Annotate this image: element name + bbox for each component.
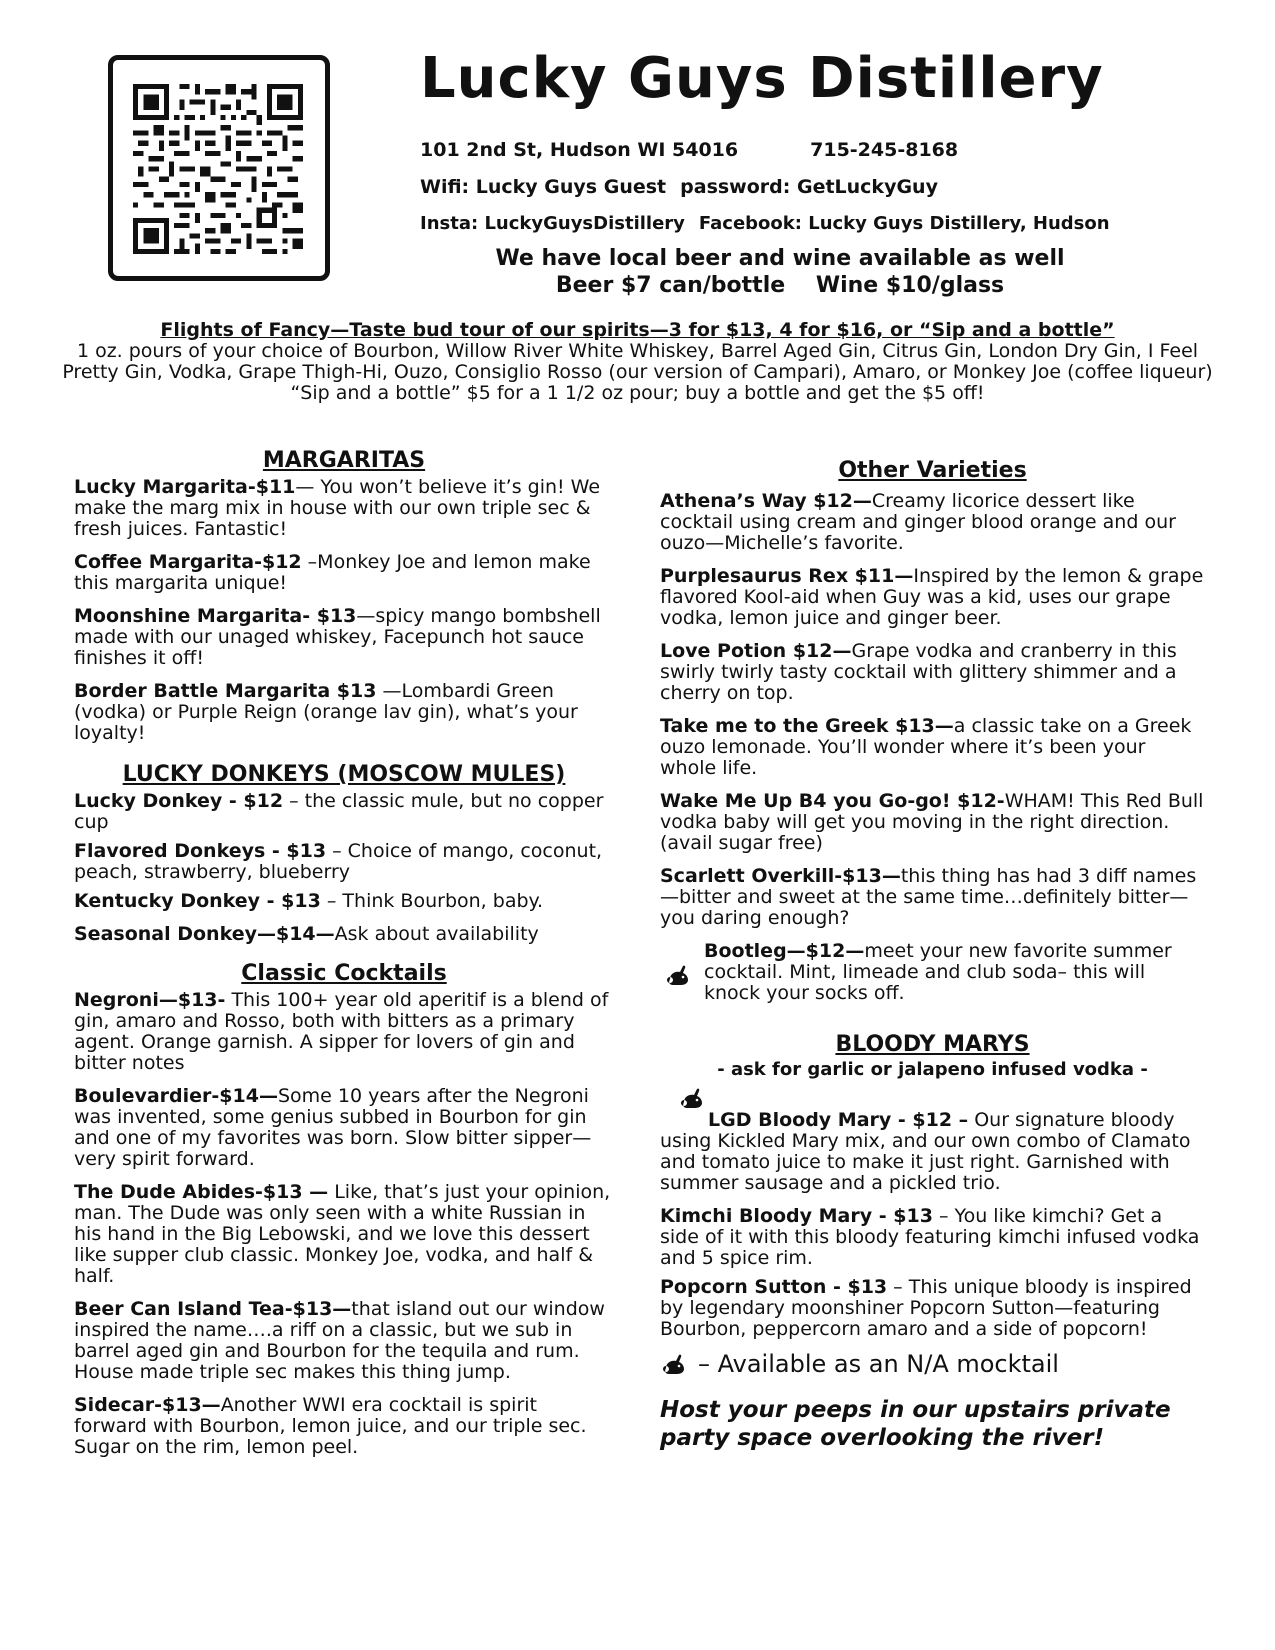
item-name: Take me to the Greek $13— [660, 715, 954, 737]
item-name: Wake Me Up B4 you Go-go! $12- [660, 790, 1005, 812]
flights-section [55, 320, 1220, 404]
menu-item [74, 552, 614, 594]
menu-item [660, 566, 1205, 629]
item-desc: that island out our window inspired the name….a riff on a classic, but we sub in barrel aged gin and Bourbon for the tequila and rum. House made triple sec makes this thing jump. [74, 1298, 605, 1383]
item-desc: – You like kimchi? Get a side of it with this bloody featuring kimchi infused vodka and 5 spice rim. [660, 1205, 1200, 1269]
item-desc: – the classic mule, but no copper cup [74, 790, 604, 833]
item-name: Moonshine Margarita- $13 [74, 605, 357, 627]
item-desc: WHAM! This Red Bull vodka baby will get you moving in the right direction. (avail sugar free) [660, 790, 1204, 854]
item-desc: – Think Bourbon, baby. [320, 890, 544, 912]
beer-price: Beer $7 can/bottle [555, 273, 786, 298]
item-desc: this thing has had 3 diff names—bitter and sweet at the same time…definitely bitter—you daring enough? [660, 865, 1197, 929]
item-name: Boulevardier-$14— [74, 1085, 278, 1107]
item-desc: Some 10 years after the Negroni was invented, some genius subbed in Bourbon for gin and one of my favorites was born. Slow bitter sipper—very spirit forward. [74, 1085, 592, 1170]
item-name: Scarlett Overkill-$13— [660, 865, 901, 887]
item-desc: –Monkey Joe and lemon make this margarita unique! [74, 551, 591, 594]
menu-item [74, 1299, 614, 1383]
menu-item [74, 1086, 614, 1170]
social-line [420, 213, 1110, 234]
menu-item [660, 641, 1205, 704]
beer-wine-prices [400, 272, 1160, 299]
item-name: Athena’s Way $12— [660, 490, 872, 512]
item-desc: meet your new favorite summer cocktail. Mint, limeade and club soda– this will knock your socks off. [704, 940, 1172, 1004]
item-desc: —Lombardi Green (vodka) or Purple Reign (orange lav gin), what’s your loyalty! [74, 680, 578, 744]
menu-item [74, 1395, 614, 1458]
flights-body: 1 oz. pours of your choice of Bourbon, Willow River White Whiskey, Barrel Aged Gin, Citrus Gin, London Dry Gin, I Feel Pretty Gin, Vodka, Grape Thigh-Hi, Ouzo, Consiglio Rosso (our version of Campari), Amaro, or Monkey Joe (coffee liqueur) [62, 340, 1213, 383]
item-name: Flavored Donkeys - $13 [74, 840, 327, 862]
flights-note: “Sip and a bottle” $5 for a 1 1/2 oz pour; buy a bottle and get the $5 off! [290, 382, 985, 404]
address-line [420, 139, 958, 161]
item-name: Kentucky Donkey - $13 [74, 890, 321, 912]
item-desc: – Choice of mango, coconut, peach, strawberry, blueberry [74, 840, 603, 883]
private-party-note: Host your peeps in our upstairs private party space overlooking the river! [660, 1397, 1171, 1451]
item-desc: Grape vodka and cranberry in this swirly twirly tasty cocktail with glittery shimmer and a cherry on top. [660, 640, 1177, 704]
item-desc: This 100+ year old aperitif is a blend of gin, amaro and Rosso, both with bitters as a primary agent. Orange garnish. A sipper for lovers of gin and bitter notes [74, 989, 609, 1074]
rabbit-icon [678, 1088, 706, 1110]
menu-item [660, 491, 1205, 554]
menu-item [74, 841, 614, 883]
menu-item-lgd [660, 1088, 1205, 1194]
menu-item [74, 791, 614, 833]
item-name: Seasonal Donkey—$14— [74, 923, 335, 945]
menu-item [74, 990, 614, 1074]
wine-price: Wine $10/glass [815, 273, 1005, 298]
menu-item [660, 866, 1205, 929]
item-name: Popcorn Sutton - $13 [660, 1276, 888, 1298]
item-name: Border Battle Margarita $13 [74, 680, 377, 702]
item-desc: Our signature bloody using Kickled Mary mix, and our own combo of Clamato and tomato juice to make it just right. Garnished with summer sausage and a pickled trio. [660, 1109, 1191, 1194]
page-title: Lucky Guys Distillery [420, 46, 1104, 111]
item-name: Sidecar-$13— [74, 1394, 221, 1416]
flights-heading: Flights of Fancy—Taste bud tour of our spirits—3 for $13, 4 for $16, or “Sip and a bottle” [160, 319, 1115, 341]
wifi-password: password: GetLuckyGuy [680, 176, 938, 198]
left-column [74, 450, 614, 1470]
rabbit-icon [660, 1354, 688, 1376]
phone-number: 715-245-8168 [810, 139, 959, 161]
item-name: Coffee Margarita-$12 [74, 551, 302, 573]
local-line: We have local beer and wine available as well [495, 246, 1065, 271]
menu-item-bootleg [660, 941, 1205, 1004]
item-name: Lucky Margarita-$11 [74, 476, 296, 498]
instagram-handle: Insta: LuckyGuysDistillery [420, 213, 685, 234]
item-desc: Like, that’s just your opinion, man. The Dude was only seen with a white Russian in his hand in the Big Lebowski, and we love this dessert like supper club classic. Monkey Joe, vodka, and half & half. [74, 1181, 611, 1287]
item-name: Lucky Donkey - $12 [74, 790, 284, 812]
other-varieties-title: Other Varieties [838, 458, 1027, 483]
wifi-line [420, 176, 938, 198]
menu-item [74, 924, 614, 945]
menu-item [74, 606, 614, 669]
item-desc: Ask about availability [334, 923, 539, 945]
qr-code [108, 55, 330, 281]
rabbit-icon [664, 965, 692, 987]
item-name: Love Potion $12— [660, 640, 852, 662]
item-desc: Creamy licorice dessert like cocktail using cream and ginger blood orange and our ouzo—Michelle’s favorite. [660, 490, 1176, 554]
item-desc: — You won’t believe it’s gin! We make the marg mix in house with our own triple sec & fresh juices. Fantastic! [74, 476, 601, 540]
item-name: Kimchi Bloody Mary - $13 [660, 1205, 933, 1227]
menu-item [660, 1206, 1205, 1269]
item-desc: – This unique bloody is inspired by legendary moonshiner Popcorn Sutton—featuring Bourbon, peppercorn amaro and a side of popcorn! [660, 1276, 1192, 1340]
item-name: The Dude Abides-$13 — [74, 1181, 329, 1203]
na-mocktail-note [660, 1350, 1205, 1378]
menu-item [74, 477, 614, 540]
classics-title: Classic Cocktails [241, 961, 447, 986]
menu-item [74, 1182, 614, 1287]
donkeys-title: LUCKY DONKEYS (MOSCOW MULES) [122, 762, 566, 787]
margaritas-title: MARGARITAS [262, 448, 426, 473]
na-mocktail-text: – Available as an N/A mocktail [698, 1350, 1059, 1378]
qr-code-pattern [133, 84, 303, 254]
item-desc: Another WWI era cocktail is spirit forward with Bourbon, lemon juice, and our triple sec. Sugar on the rim, lemon peel. [74, 1394, 587, 1458]
item-desc: Inspired by the lemon & grape flavored Kool-aid when Guy was a kid, uses our grape vodka, lemon juice and ginger beer. [660, 565, 1204, 629]
right-column [660, 460, 1205, 1452]
item-name: LGD Bloody Mary - $12 – [708, 1109, 969, 1131]
facebook-handle: Facebook: Lucky Guys Distillery, Hudson [698, 213, 1110, 234]
local-beer-wine [400, 245, 1160, 299]
item-name: Purplesaurus Rex $11— [660, 565, 914, 587]
menu-item [660, 1277, 1205, 1340]
bloody-marys-subtitle: - ask for garlic or jalapeno infused vodka - [717, 1059, 1148, 1080]
menu-item [660, 791, 1205, 854]
wifi-network: Wifi: Lucky Guys Guest [420, 176, 667, 198]
address: 101 2nd St, Hudson WI 54016 [420, 139, 739, 161]
menu-item [74, 891, 614, 912]
item-desc: a classic take on a Greek ouzo lemonade. You’ll wonder where it’s been your whole life. [660, 715, 1192, 779]
item-name: Negroni—$13- [74, 989, 226, 1011]
bloody-marys-title: BLOODY MARYS [835, 1032, 1030, 1057]
menu-item [74, 681, 614, 744]
item-desc: —spicy mango bombshell made with our unaged whiskey, Facepunch hot sauce finishes it off! [74, 605, 601, 669]
item-name: Beer Can Island Tea-$13— [74, 1298, 352, 1320]
menu-item [660, 716, 1205, 779]
item-name: Bootleg—$12— [704, 940, 865, 962]
